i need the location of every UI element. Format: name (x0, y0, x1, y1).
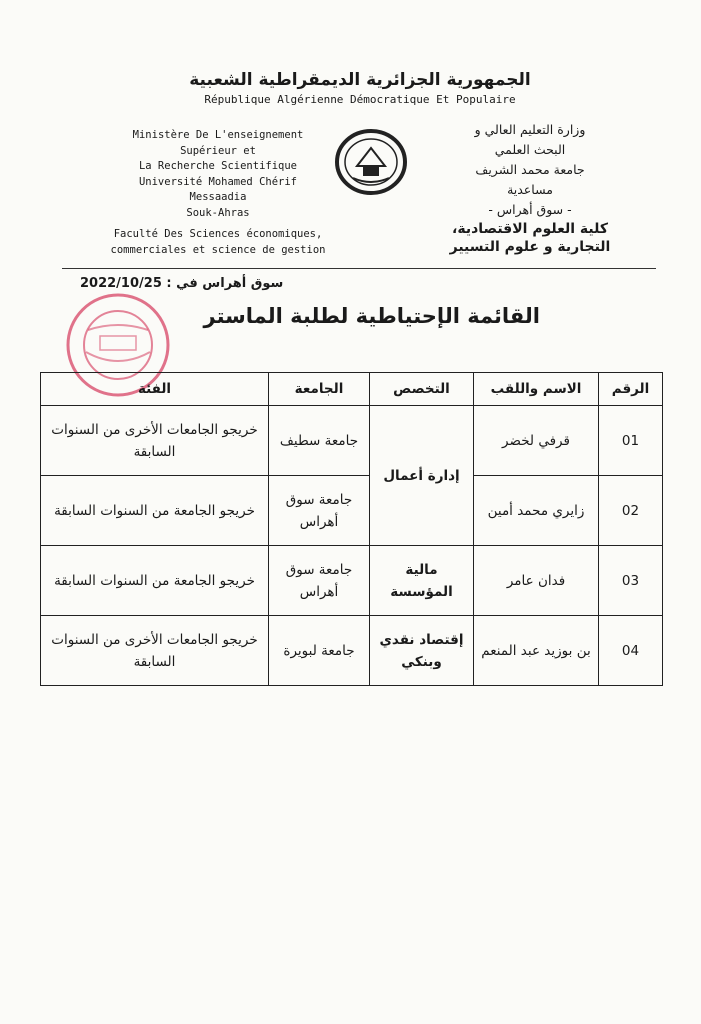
list-title: القائمة الإحتياطية لطلبة الماستر (203, 304, 540, 328)
cell-name: فدان عامر (474, 546, 599, 616)
fr-faculty-line: commerciales et science de gestion (110, 243, 326, 256)
cell-num: 02 (599, 476, 663, 546)
cell-name: قرفي لخضر (474, 406, 599, 476)
cell-name: زايري محمد أمين (474, 476, 599, 546)
reserve-list-table (40, 372, 663, 686)
ar-faculty-line: كلية العلوم الاقتصادية، (452, 221, 608, 237)
fr-line: Souk-Ahras (186, 206, 250, 219)
cell-uni: جامعة سطيف (269, 406, 370, 476)
french-republic-title: République Algérienne Démocratique Et Populaire (204, 93, 516, 106)
cell-num: 04 (599, 616, 663, 686)
header-divider (62, 268, 656, 269)
header-num: الرقم (599, 373, 663, 406)
cell-uni: جامعة سوق أهراس (269, 546, 370, 616)
header-uni: الجامعة (269, 373, 370, 406)
table-header-row (41, 373, 663, 406)
arabic-republic-title: الجمهورية الجزائرية الديمقراطية الشعبية (189, 70, 531, 90)
ar-line: وزارة التعليم العالي و (474, 122, 586, 137)
ar-line: مساعدية (507, 182, 553, 197)
header-name: الاسم واللقب (474, 373, 599, 406)
ar-line: - سوق أهراس - (488, 202, 572, 217)
table-row (41, 476, 663, 546)
cell-spec: مالية المؤسسة (370, 546, 474, 616)
ar-line: جامعة محمد الشريف (475, 162, 585, 177)
french-institution-block (68, 128, 368, 258)
cell-spec: إقتصاد نقدي وبنكي (370, 616, 474, 686)
cell-name: بن بوزيد عبد المنعم (474, 616, 599, 686)
table-row (41, 406, 663, 476)
arabic-institution-block (400, 120, 660, 256)
fr-line: Messaadia (189, 191, 247, 203)
cell-cat: خريجو الجامعات الأخرى من السنوات السابقة (41, 406, 269, 476)
header-spec: التخصص (370, 373, 474, 406)
date-line: سوق أهراس في : 2022/10/25 (80, 276, 284, 291)
cell-num: 03 (599, 546, 663, 616)
fr-line: Supérieur et (180, 144, 256, 157)
university-logo-icon (333, 126, 409, 196)
cell-uni: جامعة لبويرة (269, 616, 370, 686)
fr-faculty-line: Faculté Des Sciences économiques, (113, 228, 323, 240)
cell-cat: خريجو الجامعة من السنوات السابقة (41, 476, 269, 546)
ar-line: البحث العلمي (494, 142, 566, 157)
fr-line: Ministère De L'enseignement (132, 129, 304, 141)
cell-cat: خريجو الجامعة من السنوات السابقة (41, 546, 269, 616)
table-row (41, 616, 663, 686)
table-row (41, 546, 663, 616)
cell-cat: خريجو الجامعات الأخرى من السنوات السابقة (41, 616, 269, 686)
cell-num: 01 (599, 406, 663, 476)
header-cat: الفئة (41, 373, 269, 406)
fr-line: Université Mohamed Chérif (138, 175, 298, 188)
cell-spec: إدارة أعمال (370, 406, 474, 546)
ar-faculty-line: التجارية و علوم التسيير (449, 239, 611, 255)
cell-uni: جامعة سوق أهراس (269, 476, 370, 546)
fr-line: La Recherche Scientifique (138, 160, 298, 172)
